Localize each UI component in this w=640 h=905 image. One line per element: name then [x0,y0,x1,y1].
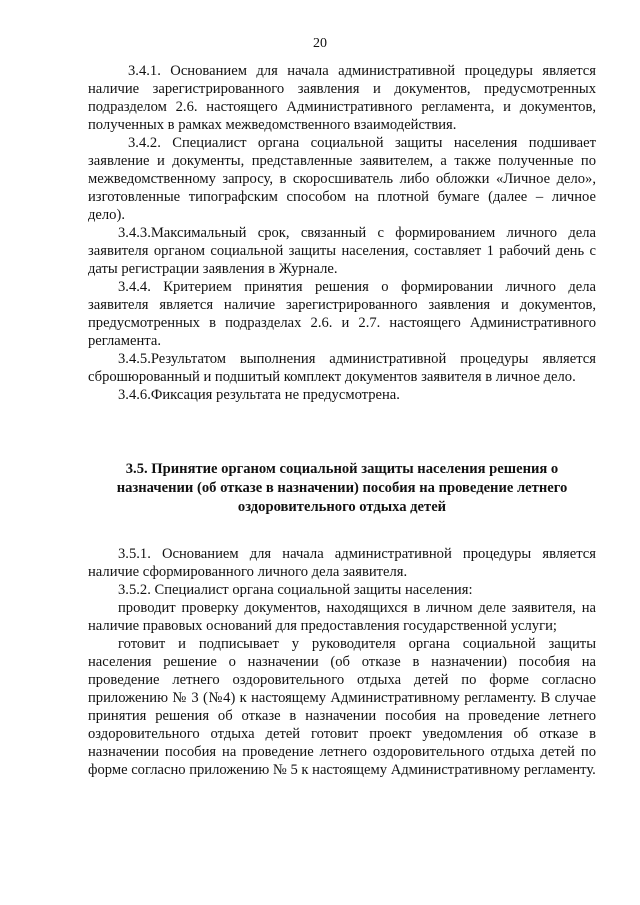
paragraph-3-4-5: 3.4.5.Результатом выполнения административной процедуры является сброшюрованный и подшитый комплект документов заявителя в личное дело. [88,351,596,385]
section-3-4 [88,62,596,404]
section-3-5 [88,545,596,779]
paragraph-3-4-6: 3.4.6.Фиксация результата не предусмотрена. [118,387,400,403]
paragraph-3-5-2-decision: готовит и подписывает у руководителя органа социальной защиты населения решение о назначении (об отказе в назначении) пособия на проведение летнего оздоровительного отдыха детей по форме согласно приложению № 3 (№4) к настоящему Административному регламенту. В случае принятия решения об отказе в назначении пособия на проведение летнего оздоровительного отдыха детей готовит проект уведомления об отказе в назначении пособия на проведение летнего оздоровительного отдыха детей по форме согласно приложению № 5 к настоящему Административному регламенту. [88,636,596,778]
paragraph-3-5-2: 3.5.2. Специалист органа социальной защиты населения: [118,582,473,598]
paragraph-3-5-2-check: проводит проверку документов, находящихся в личном деле заявителя, на наличие правовых оснований для предоставления государственной услуги; [88,600,596,634]
page-number: 20 [313,36,327,51]
paragraph-3-4-3: 3.4.3.Максимальный срок, связанный с формированием личного дела заявителя органом социальной защиты населения, составляет 1 рабочий день с даты регистрации заявления в Журнале. [88,225,596,277]
paragraph-3-4-2: 3.4.2. Специалист органа социальной защиты населения подшивает заявление и документы, представленные заявителем, а также полученные по межведомственному запросу, в скоросшиватель либо обложки «Личное дело», изготовленные типографским способом на плотной бумаге (далее – личное дело). [88,135,596,223]
section-3-5-heading: 3.5. Принятие органом социальной защиты населения решения о назначении (об отказе в назначении) пособия на проведение летнего оздоровительного отдыха детей [116,461,568,515]
paragraph-3-5-1: 3.5.1. Основанием для начала административной процедуры является наличие сформированного личного дела заявителя. [88,546,596,580]
paragraph-3-4-1: 3.4.1. Основанием для начала административной процедуры является наличие зарегистрированного заявления и документов, предусмотренных подразделом 2.6. настоящего Административного регламента, и документов, полученных в рамках межведомственного взаимодействия. [88,63,596,133]
paragraph-3-4-4: 3.4.4. Критерием принятия решения о формировании личного дела заявителя является наличие зарегистрированного заявления и документов, предусмотренных в подразделах 2.6. и 2.7. настоящего Административного регламента. [88,279,596,349]
